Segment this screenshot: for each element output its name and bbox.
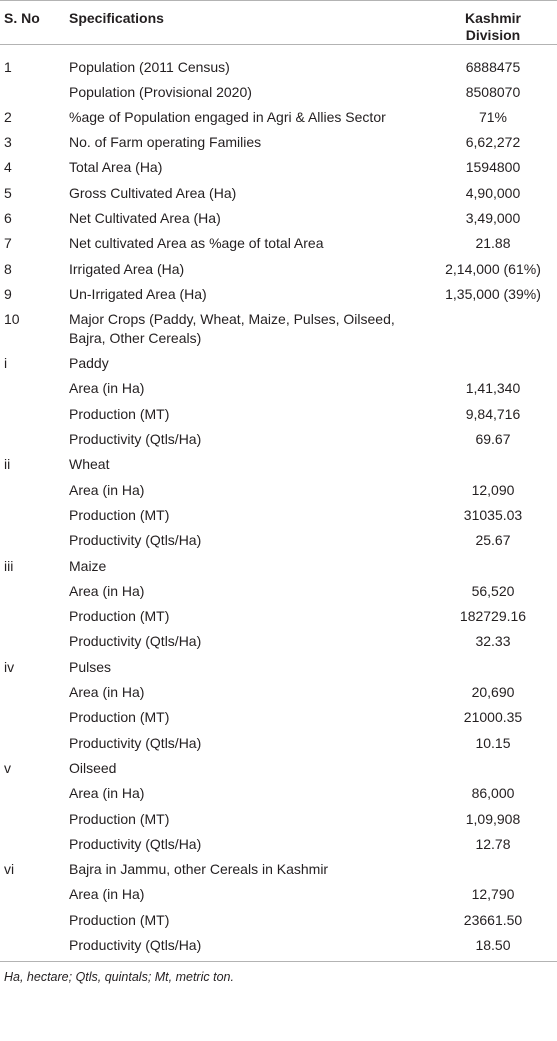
cell-sno: vi [4, 861, 15, 878]
table-row [0, 655, 557, 680]
table-row [0, 376, 557, 401]
cell-value: 12.78 [475, 835, 511, 852]
cell-value [429, 857, 557, 882]
header-kashmir-division [429, 1, 557, 45]
cell-value: 9,84,716 [465, 405, 521, 422]
table-row [0, 756, 557, 781]
cell-sno [0, 478, 59, 503]
cell-specification: No. of Farm operating Families [69, 134, 262, 151]
cell-sno [0, 528, 59, 553]
table-row [0, 731, 557, 756]
table-row [0, 155, 557, 180]
cell-specification: Population (2011 Census) [69, 59, 230, 75]
cell-specification: Major Crops (Paddy, Wheat, Maize, Pulses, Oilseed, Bajra, Other Cereals) [69, 311, 395, 347]
cell-sno: iv [4, 658, 15, 675]
cell-specification: Productivity (Qtls/Ha) [69, 835, 202, 852]
table-row [0, 80, 557, 105]
cell-sno [0, 604, 59, 629]
cell-specification: Production (MT) [69, 506, 170, 523]
cell-specification: Productivity (Qtls/Ha) [69, 734, 202, 751]
cell-specification: Production (MT) [69, 911, 170, 928]
cell-sno [0, 503, 59, 528]
cell-specification: Area (in Ha) [69, 684, 145, 701]
cell-sno [0, 579, 59, 604]
table-row [0, 351, 557, 376]
table-row [0, 181, 557, 206]
cell-specification: Gross Cultivated Area (Ha) [69, 184, 237, 201]
cell-sno [0, 731, 59, 756]
table-row [0, 402, 557, 427]
cell-sno: 9 [4, 285, 12, 302]
cell-value: 21000.35 [463, 709, 523, 726]
table-row [0, 604, 557, 629]
cell-specification: Oilseed [69, 759, 117, 776]
cell-sno: v [4, 759, 11, 776]
cell-value: 32.33 [475, 633, 511, 650]
cell-specification: Irrigated Area (Ha) [69, 260, 185, 277]
table-row [0, 257, 557, 282]
cell-value: 21.88 [475, 235, 511, 252]
table-row [0, 206, 557, 231]
table-body [0, 45, 557, 962]
cell-specification: Production (MT) [69, 608, 170, 625]
table-row [0, 933, 557, 962]
table-row [0, 231, 557, 256]
cell-specification: Productivity (Qtls/Ha) [69, 532, 202, 549]
cell-value: 8508070 [465, 83, 521, 100]
cell-specification: Production (MT) [69, 810, 170, 827]
cell-value [429, 351, 557, 376]
cell-specification: Total Area (Ha) [69, 159, 163, 176]
cell-value [429, 307, 557, 351]
cell-value: 3,49,000 [465, 209, 521, 226]
cell-specification: Productivity (Qtls/Ha) [59, 933, 429, 962]
header-value-line2: Division [465, 27, 521, 43]
cell-value: 4,90,000 [465, 184, 521, 201]
cell-value: 1,09,908 [465, 810, 521, 827]
cell-sno: 7 [4, 235, 12, 252]
cell-sno [0, 427, 59, 452]
cell-sno [0, 705, 59, 730]
cell-sno [0, 882, 59, 907]
cell-specification: Bajra in Jammu, other Cereals in Kashmir [69, 861, 329, 878]
cell-sno: 2 [4, 108, 12, 125]
table-row [0, 554, 557, 579]
cell-specification: Population (Provisional 2020) [69, 83, 252, 100]
header-value-line1: Kashmir [464, 10, 522, 26]
cell-sno [0, 832, 59, 857]
cell-sno [0, 781, 59, 806]
cell-value: 6888475 [465, 59, 521, 75]
table-row [0, 478, 557, 503]
table-row [0, 45, 557, 80]
table-row [0, 857, 557, 882]
cell-sno [0, 629, 59, 654]
table-row [0, 282, 557, 307]
table-row [0, 882, 557, 907]
cell-sno [0, 680, 59, 705]
table-row [0, 807, 557, 832]
cell-specification: Maize [69, 557, 107, 574]
cell-specification: Net cultivated Area as %age of total Area [69, 235, 324, 252]
cell-sno: ii [4, 456, 11, 473]
table-row [0, 680, 557, 705]
cell-value: 1594800 [465, 159, 521, 176]
cell-specification: Area (in Ha) [69, 582, 145, 599]
cell-value: 86,000 [471, 785, 515, 802]
table-row [0, 452, 557, 477]
cell-value: 12,790 [471, 886, 515, 903]
cell-sno [0, 376, 59, 401]
table-row [0, 528, 557, 553]
cell-value: 20,690 [471, 684, 515, 701]
table-row [0, 130, 557, 155]
cell-value: 1,35,000 (39%) [445, 285, 541, 302]
cell-sno [0, 402, 59, 427]
cell-specification: Un-Irrigated Area (Ha) [69, 285, 207, 302]
cell-value [429, 452, 557, 477]
header-specifications: Specifications [59, 1, 429, 45]
cell-specification: Area (in Ha) [69, 785, 145, 802]
cell-value: 1,41,340 [465, 380, 521, 397]
cell-sno: 10 [4, 311, 20, 328]
cell-sno [0, 933, 59, 962]
cell-sno: i [4, 355, 8, 372]
cell-specification: Paddy [69, 355, 109, 372]
table-row [0, 832, 557, 857]
cell-sno [0, 80, 59, 105]
cell-value: 56,520 [471, 582, 515, 599]
cell-sno [0, 807, 59, 832]
cell-specification: Area (in Ha) [69, 380, 145, 397]
cell-sno: 1 [4, 59, 12, 75]
table-row [0, 307, 557, 351]
cell-specification: Production (MT) [69, 709, 170, 726]
cell-value: 31035.03 [463, 506, 523, 523]
cell-sno: 6 [4, 209, 12, 226]
cell-value: 23661.50 [463, 911, 523, 928]
cell-value [429, 756, 557, 781]
cell-sno: iii [4, 557, 14, 574]
cell-specification: Production (MT) [69, 405, 170, 422]
table-header [0, 1, 557, 45]
cell-value: 12,090 [471, 481, 515, 498]
cell-sno: 3 [4, 134, 12, 151]
cell-specification: Wheat [69, 456, 110, 473]
cell-value: 6,62,272 [465, 134, 521, 151]
cell-value [429, 554, 557, 579]
cell-sno: 4 [4, 159, 12, 176]
cell-sno [0, 908, 59, 933]
table-row [0, 105, 557, 130]
header-sno: S. No [0, 1, 59, 45]
table-row [0, 503, 557, 528]
cell-specification: %age of Population engaged in Agri & Allies Sector [69, 108, 386, 125]
cell-specification: Net Cultivated Area (Ha) [69, 209, 221, 226]
cell-specification: Pulses [69, 658, 112, 675]
table-row [0, 579, 557, 604]
cell-specification: Area (in Ha) [69, 886, 145, 903]
cell-sno: 8 [4, 260, 12, 277]
cell-value: 182729.16 [459, 608, 527, 625]
table-row [0, 705, 557, 730]
cell-specification: Productivity (Qtls/Ha) [69, 633, 202, 650]
cell-sno: 5 [4, 184, 12, 201]
cell-value: 69.67 [475, 431, 511, 448]
table-row [0, 629, 557, 654]
cell-value: 18.50 [429, 933, 557, 962]
table-row [0, 908, 557, 933]
table-row [0, 781, 557, 806]
cell-specification: Area (in Ha) [69, 481, 145, 498]
cell-specification: Productivity (Qtls/Ha) [69, 431, 202, 448]
table-row [0, 427, 557, 452]
table-footnote: Ha, hectare; Qtls, quintals; Mt, metric ton. [4, 970, 234, 984]
cell-value: 25.67 [475, 532, 511, 549]
cell-value: 2,14,000 (61%) [445, 260, 541, 277]
cell-value: 10.15 [475, 734, 511, 751]
header-row [0, 1, 557, 45]
cell-value: 71% [478, 108, 508, 125]
cell-value [429, 655, 557, 680]
